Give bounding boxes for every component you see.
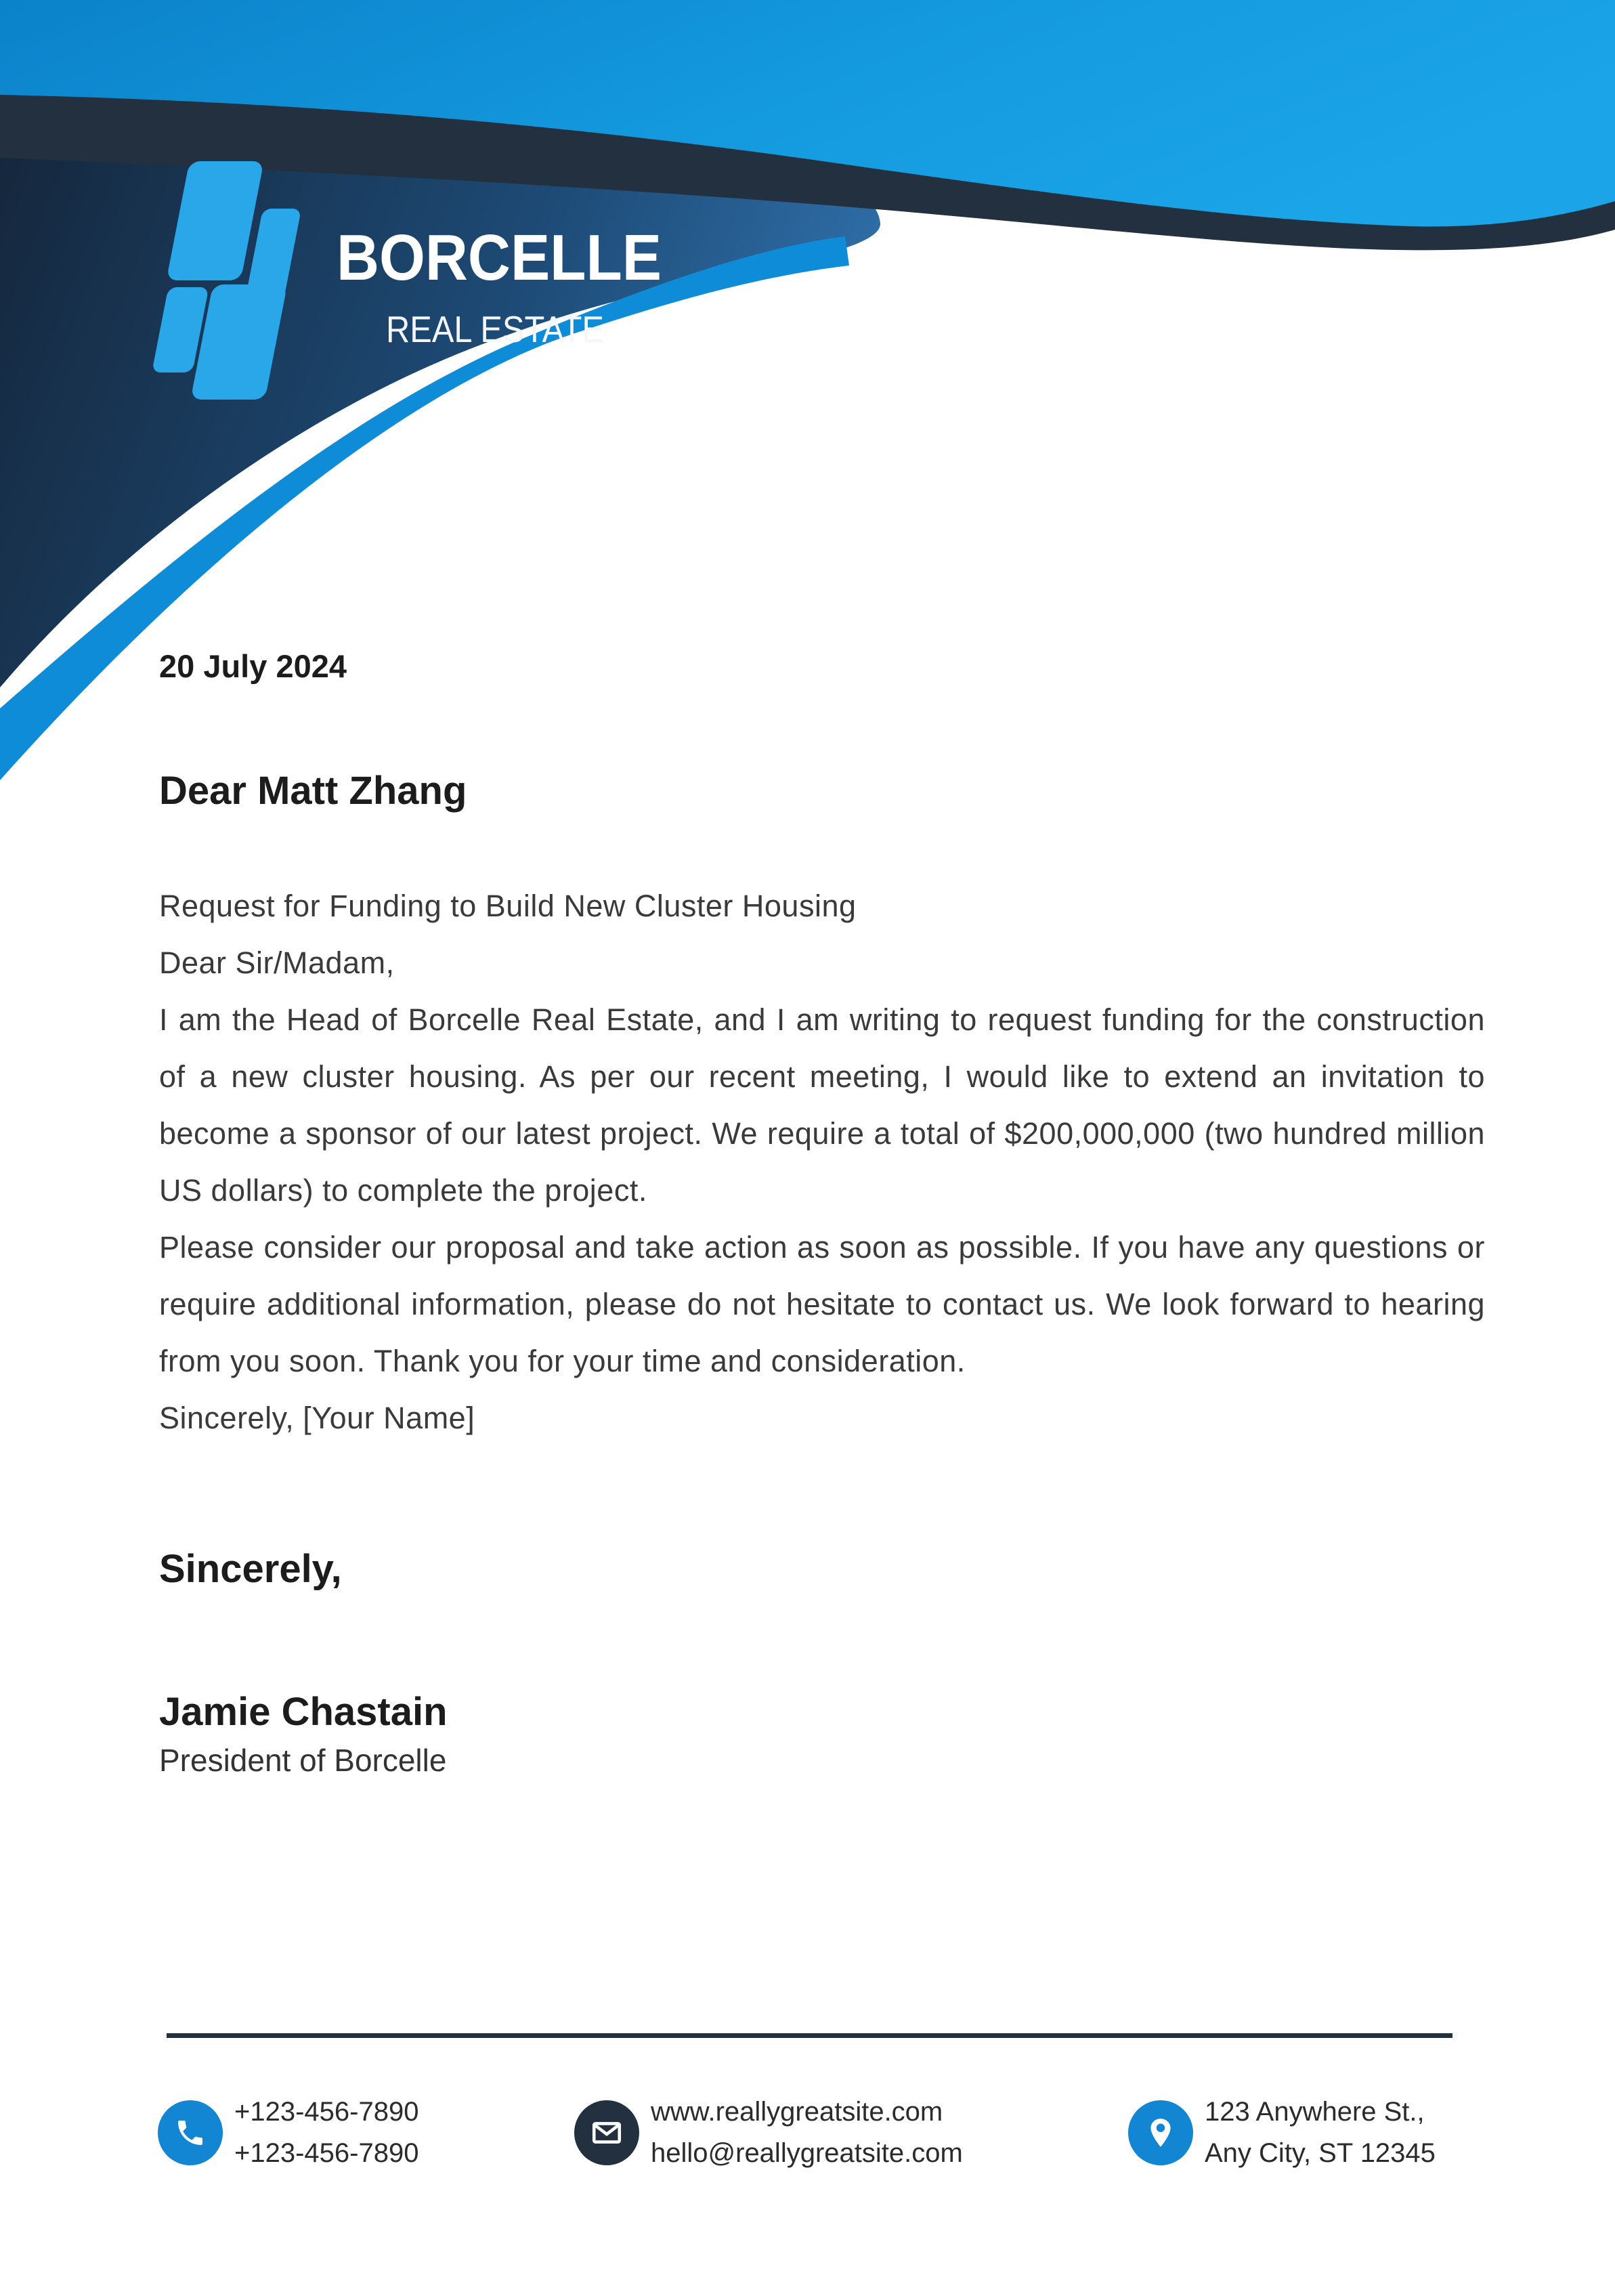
footer-address-block xyxy=(1128,2091,1436,2174)
phone-number-line: +123-456-7890 xyxy=(234,2138,419,2168)
phone-icon xyxy=(158,2100,223,2165)
letter-date: 20 July 2024 xyxy=(159,648,347,684)
phone-number-line: +123-456-7890 xyxy=(234,2097,419,2127)
address-line: Any City, ST 12345 xyxy=(1205,2138,1436,2168)
paragraph-action: Please consider our proposal and take action as soon as possible. If you have any questions or require additional information, please do not hesitate to contact us. We look forward to hearing from you soon. Thank you for your time and consideration. xyxy=(159,1230,1485,1378)
phone-numbers xyxy=(234,2091,418,2174)
letter-salutation: Dear Matt Zhang xyxy=(159,769,467,813)
paragraph-subject: Request for Funding to Build New Cluster Housing xyxy=(159,889,857,923)
letter-closing: Sincerely, xyxy=(159,1547,342,1591)
brand-name: BORCELLE xyxy=(337,221,662,294)
brand-tagline: REAL ESTATE xyxy=(386,308,604,350)
address-lines xyxy=(1205,2091,1436,2174)
paragraph-signoff: Sincerely, [Your Name] xyxy=(159,1401,475,1435)
header-graphic xyxy=(0,0,1615,813)
web-contacts xyxy=(651,2091,963,2174)
paragraph-request: I am the Head of Borcelle Real Estate, and I am writing to request funding for the construction of a new cluster housing. As per our recent meeting, I would like to extend an invitation to become a sponsor of our latest project. We require a total of $200,000,000 (two hundred million US dollars) to complete the project. xyxy=(159,1002,1485,1208)
phone-icon-glyph xyxy=(174,2117,207,2149)
letter-body xyxy=(159,878,1485,1447)
website-line: www.reallygreatsite.com xyxy=(651,2097,943,2127)
address-line: 123 Anywhere St., xyxy=(1205,2097,1425,2127)
paragraph-greeting: Dear Sir/Madam, xyxy=(159,945,395,980)
email-line: hello@reallygreatsite.com xyxy=(651,2138,963,2168)
footer-phone-block xyxy=(158,2091,418,2174)
envelope-icon xyxy=(574,2100,639,2165)
signature-name: Jamie Chastain xyxy=(159,1690,448,1734)
location-pin-icon-glyph xyxy=(1144,2116,1178,2150)
footer-web-block xyxy=(574,2091,963,2174)
signature-title: President of Borcelle xyxy=(159,1743,447,1778)
location-pin-icon xyxy=(1128,2100,1193,2165)
footer-divider xyxy=(167,2033,1452,2038)
envelope-icon-glyph xyxy=(590,2116,624,2150)
